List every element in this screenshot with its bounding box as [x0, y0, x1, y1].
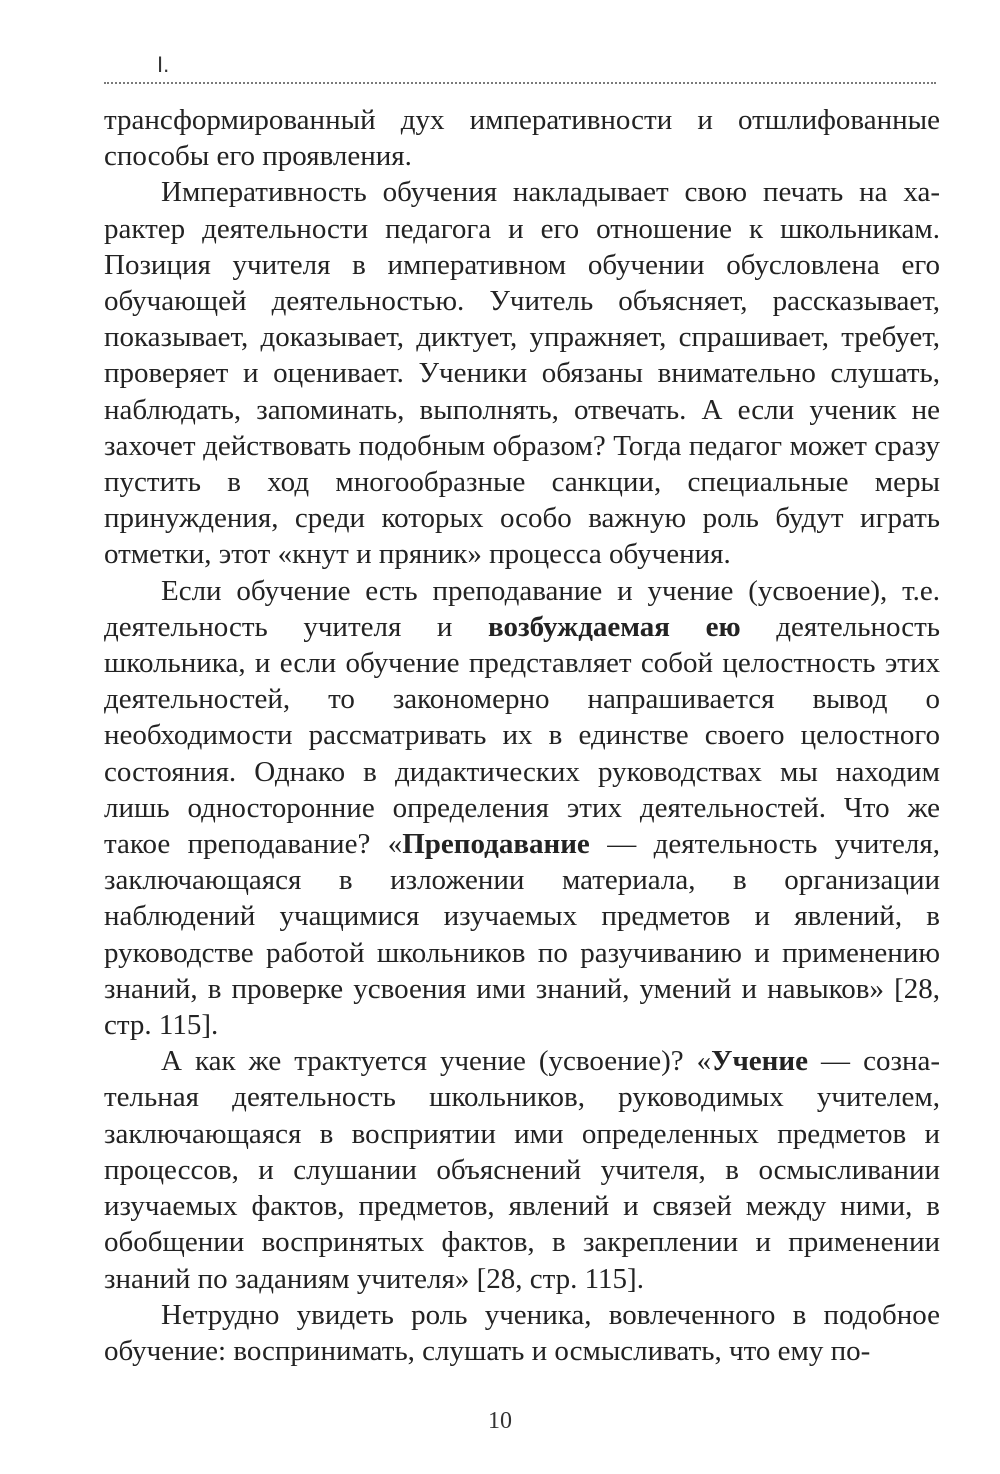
bold-term-excited: возбуждаемая ею: [488, 610, 741, 643]
running-head: I.: [157, 52, 170, 77]
paragraph-5: Нетрудно увидеть роль ученика, вовлеченного в подобное обучение: воспринимать, слушать и осмысливать, что ему по-: [104, 1298, 940, 1367]
paragraph-3: [104, 573, 940, 1044]
header-dotted-rule: [104, 82, 936, 84]
bold-term-learning: Учение: [711, 1045, 808, 1078]
paragraph-2: Императивность обучения накладывает свою печать на характер деятельности педагога и его отношение к школьникам. Позиция учителя в императивном обучении обусловлена его обучающей деятельностью. Учитель объясняет, рассказывает, показывает, доказывает, диктует, упражняет, спрашивает, требует, проверяет и оценивает. Ученики обязаны внимательно слушать, наблюдать, запоминать, выполнять, отвечать. А если ученик не захочет действовать подобным образом? Тогда педагог может сразу пустить в ход многообразные санкции, специальные меры принуждения, среди которых особо важную роль будут играть отметки, этот «кнут и пряник» процесса обучения.: [104, 176, 940, 571]
paragraph-4: [104, 1043, 940, 1296]
page-number: 10: [488, 1408, 512, 1434]
bold-term-teaching: Преподавание: [402, 828, 590, 861]
paragraph-1: трансформированный дух императивности и отшлифованные способы его проявления.: [104, 104, 940, 173]
paragraph-3-text-a: Если обучение есть преподавание и учение (усвоение), т.е. деятельность учителя и: [104, 574, 940, 643]
page-body: [104, 102, 940, 1369]
paragraph-3-text-c: — деятельность учителя, заключающаяся в изложении материала, в организации наблюдений учащимися изучаемых предметов и явлений, в руководстве работой школьников по разучиванию и применению знаний, в проверке усвоения ими знаний, умений и навыков» [28, стр. 115].: [104, 828, 940, 1042]
paragraph-4-text-b: — сознательная деятельность школьников, руководимых учителем, заключающаяся в восприятии ими определенных предметов и процессов, и слушании объяснений учителя, в осмысливании изучаемых фактов, предметов, явлений и связей между ними, в обобщении воспринятых фактов, в закреплении и применении знаний по заданиям учителя» [28, стр. 115].: [104, 1045, 941, 1295]
paragraph-3-text-b: деятельность школьника, и если обучение представляет собой целостность этих деятельностей, то закономерно напрашивается вывод о необходимости рассматривать их в единстве своего целостного состояния. Однако в дидактических руководствах мы находим лишь односторонние определения этих деятельностей. Что же такое преподавание? «: [104, 610, 940, 861]
paragraph-4-text-a: А как же трактуется учение (усвоение)? «: [161, 1045, 712, 1078]
